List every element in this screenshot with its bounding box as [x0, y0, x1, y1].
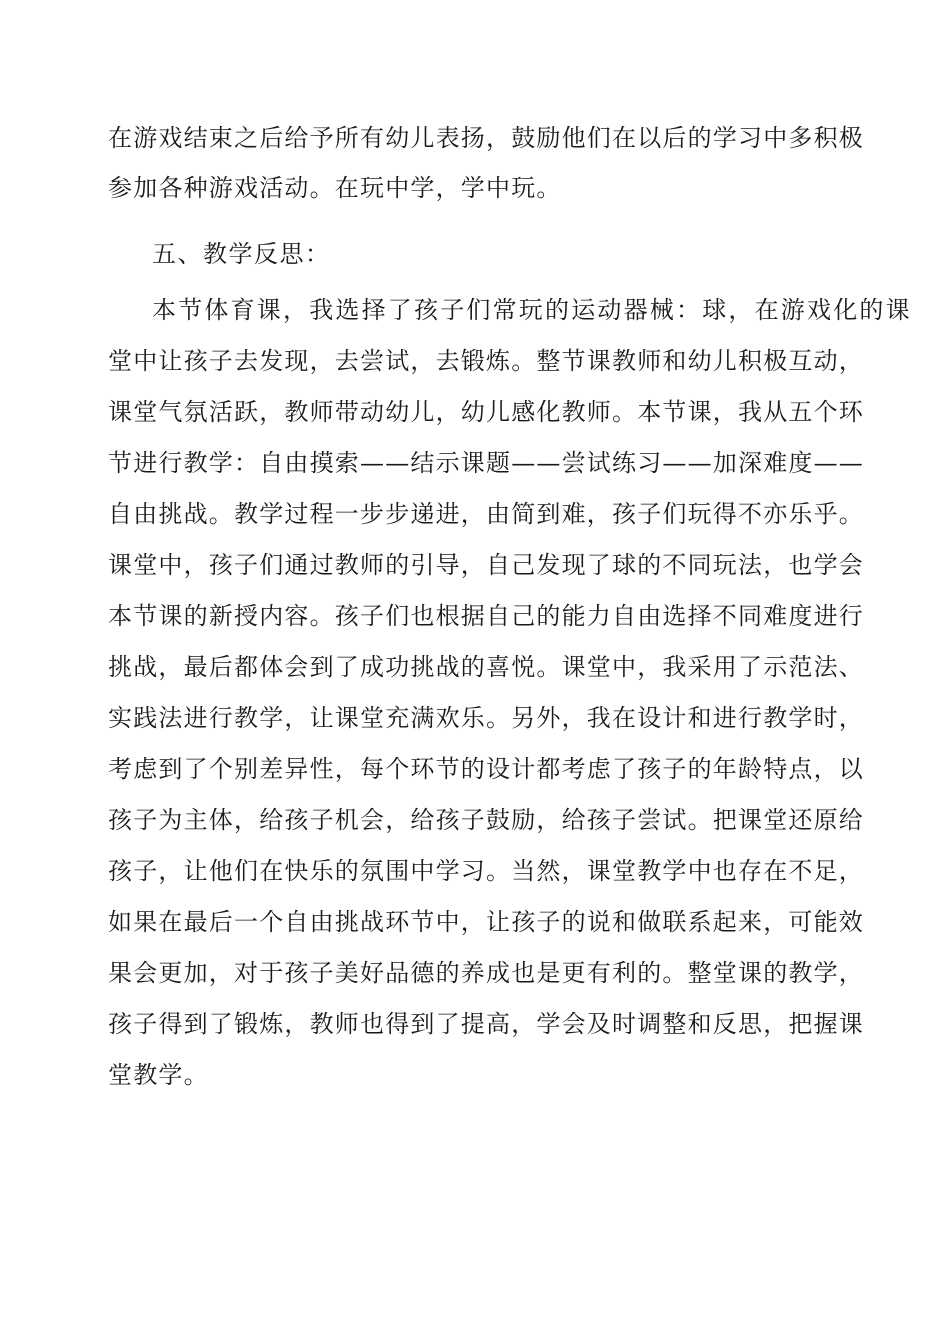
- paragraph-line: 如果在最后一个自由挑战环节中，让孩子的说和做联系起来，可能效: [108, 908, 864, 936]
- paragraph-line: 参加各种游戏活动。在玩中学，学中玩。: [108, 174, 562, 202]
- paragraph-line: 堂中让孩子去发现，去尝试，去锻炼。整节课教师和幼儿积极互动，: [108, 347, 864, 375]
- paragraph-line: 本节体育课，我选择了孩子们常玩的运动器械：球，在游戏化的课: [152, 296, 912, 324]
- paragraph-line: 节进行教学：自由摸索——结示课题——尝试练习——加深难度——: [108, 449, 864, 477]
- paragraph-line: 本节课的新授内容。孩子们也根据自己的能力自由选择不同难度进行: [108, 602, 864, 630]
- paragraph-line: 堂教学。: [108, 1061, 209, 1089]
- paragraph-line: 实践法进行教学，让课堂充满欢乐。另外，我在设计和进行教学时，: [108, 704, 864, 732]
- paragraph-line: 课堂中，孩子们通过教师的引导，自己发现了球的不同玩法，也学会: [108, 551, 864, 579]
- paragraph-line: 孩子为主体，给孩子机会，给孩子鼓励，给孩子尝试。把课堂还原给: [108, 806, 864, 834]
- section-heading: 五、教学反思：: [152, 240, 331, 268]
- paragraph-line: 果会更加，对于孩子美好品德的养成也是更有利的。整堂课的教学，: [108, 959, 864, 987]
- paragraph-line: 挑战，最后都体会到了成功挑战的喜悦。课堂中，我采用了示范法、: [108, 653, 864, 681]
- paragraph-line: 课堂气氛活跃，教师带动幼儿，幼儿感化教师。本节课，我从五个环: [108, 398, 864, 426]
- paragraph-line: 考虑到了个别差异性，每个环节的设计都考虑了孩子的年龄特点，以: [108, 755, 864, 783]
- paragraph-line: 自由挑战。教学过程一步步递进，由简到难，孩子们玩得不亦乐乎。: [108, 500, 864, 528]
- paragraph-line: 孩子得到了锻炼，教师也得到了提高，学会及时调整和反思，把握课: [108, 1010, 864, 1038]
- paragraph-line: 在游戏结束之后给予所有幼儿表扬，鼓励他们在以后的学习中多积极: [108, 124, 864, 152]
- paragraph-line: 孩子，让他们在快乐的氛围中学习。当然，课堂教学中也存在不足，: [108, 857, 864, 885]
